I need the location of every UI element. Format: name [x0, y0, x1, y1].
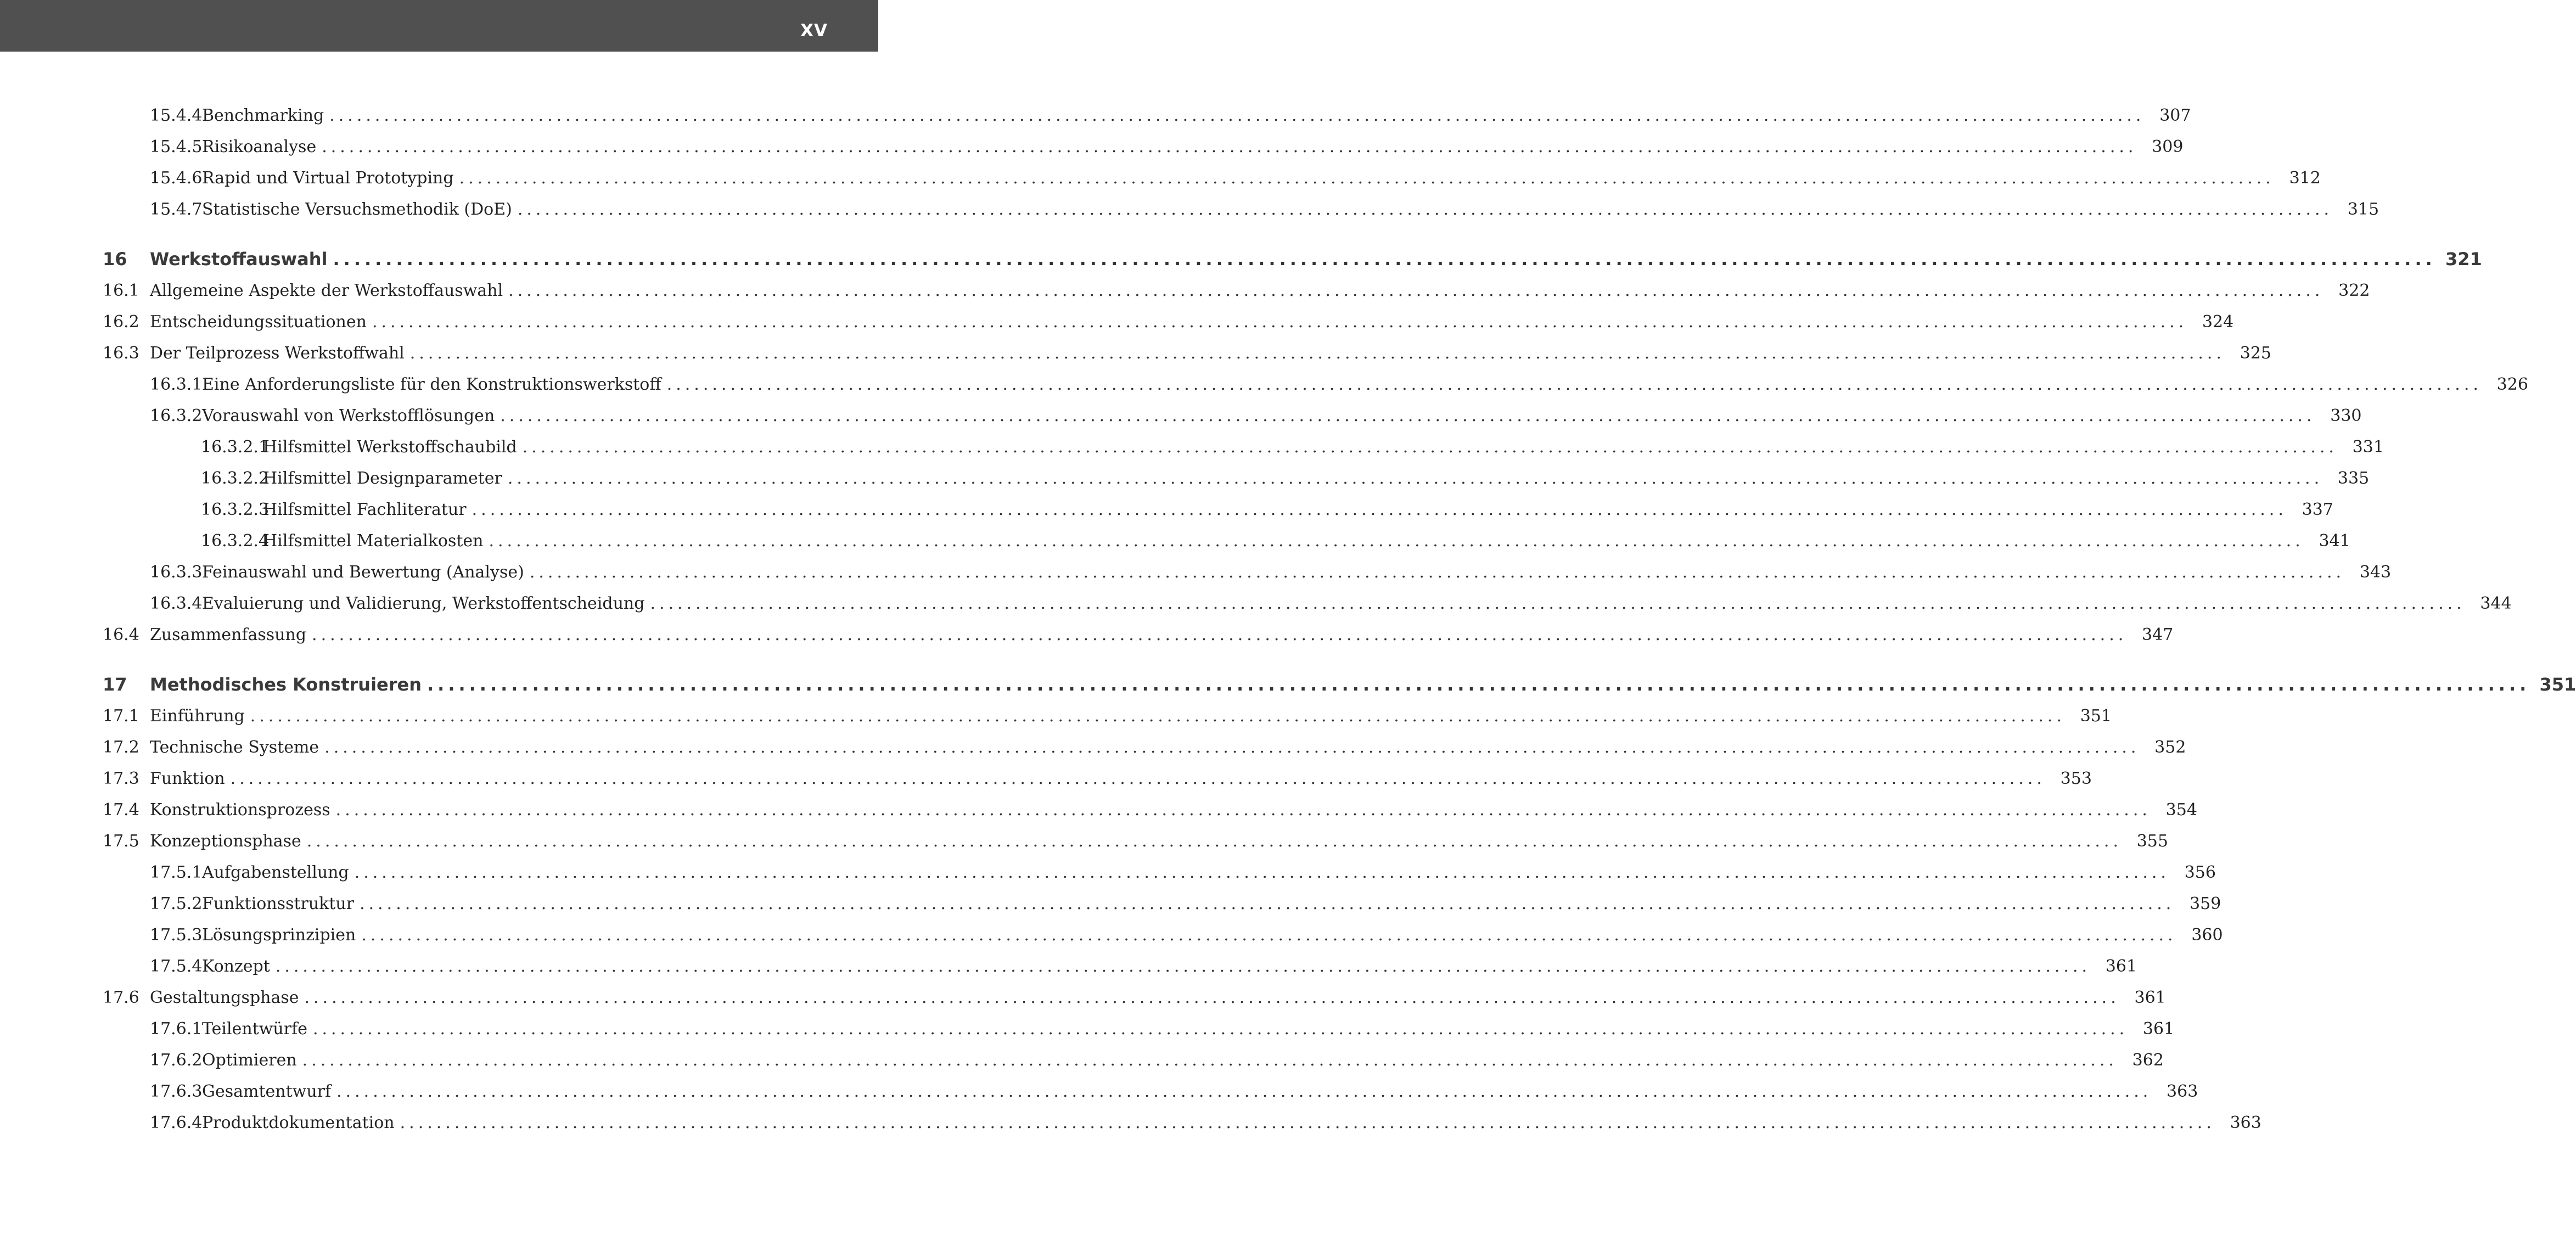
dot-leader: ........................................................................................................................................................................................................	[360, 894, 2175, 913]
dot-leader: ........................................................................................................................................................................................................	[302, 1051, 2118, 1070]
toc-entry-number: 16.3	[103, 344, 139, 363]
toc-entry-title: Statistische Versuchsmethodik (DoE)	[202, 200, 512, 219]
toc-entry-row[interactable]	[201, 468, 2370, 490]
toc-entry-title: Hilfsmittel Werkstoffschaubild	[263, 437, 517, 457]
toc-entry-title: Produktdokumentation	[202, 1113, 395, 1132]
toc-entry-row[interactable]	[103, 311, 2234, 333]
toc-entry-title: Optimieren	[202, 1051, 297, 1070]
toc-entry-title: Feinauswahl und Bewertung (Analyse)	[202, 563, 524, 582]
toc-entry-number: 16.2	[103, 312, 139, 332]
header-bar	[0, 0, 878, 52]
toc-entry-row[interactable]	[150, 1112, 2261, 1134]
dot-leader: ........................................................................................................................................................................................................	[508, 281, 2324, 300]
toc-entry-page: 352	[2154, 738, 2186, 757]
dot-leader: ........................................................................................................................................................................................................	[427, 674, 2530, 695]
toc-entry-title: Hilfsmittel Fachliteratur	[263, 500, 467, 519]
dot-leader: ........................................................................................................................................................................................................	[489, 531, 2304, 551]
dot-leader: ........................................................................................................................................................................................................	[354, 863, 2170, 882]
toc-entry-title: Funktion	[150, 769, 225, 788]
toc-entry-title: Hilfsmittel Designparameter	[263, 469, 502, 488]
toc-entry-title: Konzeptionsphase	[150, 832, 301, 851]
toc-entry-number: 16.3.2.4	[201, 531, 270, 551]
toc-entry-title: Eine Anforderungsliste für den Konstruktionswerkstoff	[202, 375, 661, 394]
dot-leader: ........................................................................................................................................................................................................	[459, 169, 2275, 188]
toc-entry-number: 16	[103, 249, 127, 270]
dot-leader: ........................................................................................................................................................................................................	[666, 375, 2482, 394]
page-number: XV	[800, 21, 828, 41]
toc-entry-page: 363	[2167, 1082, 2198, 1101]
toc-entry-row[interactable]	[150, 1018, 2175, 1040]
toc-entry-title: Entscheidungssituationen	[150, 312, 367, 332]
toc-entry-page: 330	[2330, 406, 2362, 425]
toc-entry-row[interactable]	[150, 956, 2137, 978]
toc-entry-number: 16.3.2.1	[201, 437, 270, 457]
toc-entry-title: Benchmarking	[202, 106, 324, 125]
toc-entry-page: 355	[2136, 832, 2168, 851]
toc-entry-page: 347	[2142, 625, 2174, 644]
toc-entry-title: Evaluierung und Validierung, Werkstoffentscheidung	[202, 594, 645, 613]
dot-leader: ........................................................................................................................................................................................................	[312, 625, 2128, 644]
toc-entry-title: Gesamtentwurf	[202, 1082, 332, 1101]
toc-entry-page: 322	[2338, 281, 2370, 300]
dot-leader: ........................................................................................................................................................................................................	[522, 437, 2338, 457]
toc-entry-page: 309	[2152, 137, 2184, 156]
toc-entry-title: Hilfsmittel Materialkosten	[263, 531, 484, 551]
toc-entry-row[interactable]	[201, 436, 2384, 458]
toc-entry-page: 363	[2230, 1113, 2261, 1132]
toc-entry-number: 15.4.4	[150, 106, 203, 125]
toc-entry-title: Lösungsprinzipien	[202, 925, 356, 945]
toc-entry-number: 17.6	[103, 988, 139, 1007]
toc-entry-number: 17.3	[103, 769, 139, 788]
toc-entry-row[interactable]	[150, 862, 2216, 884]
toc-entry-page: 359	[2190, 894, 2221, 913]
toc-entry-number: 16.3.2.2	[201, 469, 270, 488]
toc-entry-number: 17	[103, 674, 127, 695]
toc-entry-page: 337	[2302, 500, 2333, 519]
toc-entry-title: Risikoanalyse	[202, 137, 317, 156]
toc-entry-row[interactable]	[103, 987, 2166, 1009]
dot-leader: ........................................................................................................................................................................................................	[230, 769, 2046, 788]
dot-leader: ........................................................................................................................................................................................................	[304, 988, 2120, 1007]
toc-entry-row[interactable]	[201, 499, 2333, 521]
toc-entry-page: 343	[2359, 563, 2392, 582]
dot-leader: ........................................................................................................................................................................................................	[322, 137, 2137, 156]
toc-entry-number: 17.5	[103, 832, 139, 851]
toc-entry-number: 17.2	[103, 738, 139, 757]
toc-entry-title: Aufgabenstellung	[202, 863, 349, 882]
toc-entry-number: 17.5.1	[150, 863, 203, 882]
toc-entry-number: 16.3.1	[150, 375, 203, 394]
toc-entry-row[interactable]	[103, 768, 2092, 790]
toc-chapter-row[interactable]	[103, 674, 2576, 695]
toc-entry-row[interactable]	[103, 737, 2186, 759]
toc-entry-title: Konzept	[202, 957, 270, 976]
toc-entry-number: 17.6.4	[150, 1113, 203, 1132]
toc-entry-page: 312	[2289, 169, 2321, 188]
toc-entry-number: 16.4	[103, 625, 139, 644]
toc-entry-title: Funktionsstruktur	[202, 894, 355, 913]
toc-entry-page: 324	[2202, 312, 2234, 332]
toc-entry-title: Technische Systeme	[150, 738, 319, 757]
toc-entry-row[interactable]	[103, 624, 2174, 646]
dot-leader: ........................................................................................................................................................................................................	[335, 800, 2151, 820]
toc-entry-title: Werkstoffauswahl	[150, 249, 328, 270]
dot-leader: ........................................................................................................................................................................................................	[507, 469, 2324, 488]
toc-entry-row[interactable]	[150, 167, 2321, 189]
toc-entry-row[interactable]	[150, 405, 2362, 427]
dot-leader: ........................................................................................................................................................................................................	[312, 1019, 2129, 1039]
toc-entry-page: 315	[2347, 200, 2379, 219]
toc-entry-number: 15.4.6	[150, 169, 203, 188]
toc-entry-page: 361	[2134, 988, 2166, 1007]
toc-entry-row[interactable]	[150, 1050, 2164, 1071]
toc-entry-number: 17.5.3	[150, 925, 203, 945]
toc-entry-page: 362	[2132, 1051, 2164, 1070]
toc-entry-number: 17.6.1	[150, 1019, 203, 1039]
toc-entry-number: 17.5.4	[150, 957, 203, 976]
toc-entry-row[interactable]	[150, 136, 2184, 158]
toc-entry-title: Teilentwürfe	[202, 1019, 307, 1039]
dot-leader: ........................................................................................................................................................................................................	[372, 312, 2188, 332]
dot-leader: ........................................................................................................................................................................................................	[333, 249, 2436, 270]
toc-entry-page: 360	[2191, 925, 2223, 945]
dot-leader: ........................................................................................................................................................................................................	[250, 706, 2066, 726]
toc-entry-page: 361	[2142, 1019, 2175, 1039]
toc-entry-number: 17.6.2	[150, 1051, 203, 1070]
toc-entry-row[interactable]	[103, 799, 2197, 821]
toc-entry-number: 16.3.2	[150, 406, 203, 425]
toc-entry-number: 17.1	[103, 706, 139, 726]
toc-entry-number: 16.3.2.3	[201, 500, 270, 519]
toc-entry-number: 17.5.2	[150, 894, 203, 913]
toc-entry-row[interactable]	[150, 374, 2528, 396]
toc-entry-number: 15.4.7	[150, 200, 203, 219]
toc-entry-title: Zusammenfassung	[150, 625, 307, 644]
toc-entry-row[interactable]	[150, 562, 2392, 583]
toc-entry-page: 341	[2319, 531, 2350, 551]
toc-entry-page: 361	[2105, 957, 2137, 976]
toc-entry-title: Gestaltungsphase	[150, 988, 299, 1007]
dot-leader: ........................................................................................................................................................................................................	[329, 106, 2145, 125]
toc-entry-page: 307	[2159, 106, 2191, 125]
toc-entry-page: 351	[2539, 674, 2576, 695]
toc-entry-row[interactable]	[103, 280, 2370, 302]
toc-entry-number: 16.3.3	[150, 563, 203, 582]
dot-leader: ........................................................................................................................................................................................................	[650, 594, 2466, 613]
toc-entry-row[interactable]	[150, 893, 2221, 915]
toc-chapter-row[interactable]	[103, 248, 2482, 270]
dot-leader: ........................................................................................................................................................................................................	[472, 500, 2287, 519]
dot-leader: ........................................................................................................................................................................................................	[336, 1082, 2152, 1101]
dot-leader: ........................................................................................................................................................................................................	[400, 1113, 2215, 1132]
toc-entry-row[interactable]	[103, 343, 2272, 364]
dot-leader: ........................................................................................................................................................................................................	[361, 925, 2177, 945]
dot-leader: ........................................................................................................................................................................................................	[409, 344, 2226, 363]
toc-entry-number: 17.4	[103, 800, 139, 820]
toc-entry-row[interactable]	[201, 530, 2350, 552]
dot-leader: ........................................................................................................................................................................................................	[500, 406, 2316, 425]
toc-entry-page: 331	[2352, 437, 2384, 457]
toc-entry-page: 326	[2496, 375, 2528, 394]
toc-entry-title: Konstruktionsprozess	[150, 800, 330, 820]
toc-entry-title: Rapid und Virtual Prototyping	[202, 169, 454, 188]
toc-entry-number: 17.6.3	[150, 1082, 203, 1101]
toc-entry-title: Vorauswahl von Werkstofflösungen	[202, 406, 495, 425]
toc-entry-row[interactable]	[150, 1081, 2198, 1103]
toc-entry-page: 351	[2080, 706, 2112, 726]
toc-entry-number: 16.1	[103, 281, 139, 300]
toc-entry-page: 335	[2337, 469, 2370, 488]
dot-leader: ........................................................................................................................................................................................................	[324, 738, 2140, 757]
toc-entry-page: 344	[2480, 594, 2512, 613]
toc-entry-row[interactable]	[103, 705, 2112, 727]
toc-entry-row[interactable]	[150, 105, 2191, 127]
dot-leader: ........................................................................................................................................................................................................	[529, 563, 2345, 582]
toc-entry-row[interactable]	[103, 831, 2168, 852]
dot-leader: ........................................................................................................................................................................................................	[517, 200, 2333, 219]
toc-entry-number: 15.4.5	[150, 137, 203, 156]
dot-leader: ........................................................................................................................................................................................................	[306, 832, 2122, 851]
toc-entry-page: 353	[2060, 769, 2092, 788]
toc-entry-page: 356	[2184, 863, 2216, 882]
toc-entry-row[interactable]	[150, 199, 2379, 221]
dot-leader: ........................................................................................................................................................................................................	[275, 957, 2091, 976]
toc-entry-row[interactable]	[150, 924, 2223, 946]
toc-entry-title: Methodisches Konstruieren	[150, 674, 422, 695]
toc-entry-title: Allgemeine Aspekte der Werkstoffauswahl	[150, 281, 503, 300]
toc-entry-page: 321	[2445, 249, 2482, 270]
toc-entry-title: Der Teilprozess Werkstoffwahl	[150, 344, 405, 363]
toc-entry-page: 354	[2165, 800, 2197, 820]
toc-entry-row[interactable]	[150, 593, 2512, 615]
toc-entry-title: Einführung	[150, 706, 245, 726]
toc-entry-page: 325	[2240, 344, 2272, 363]
toc-entry-number: 16.3.4	[150, 594, 203, 613]
